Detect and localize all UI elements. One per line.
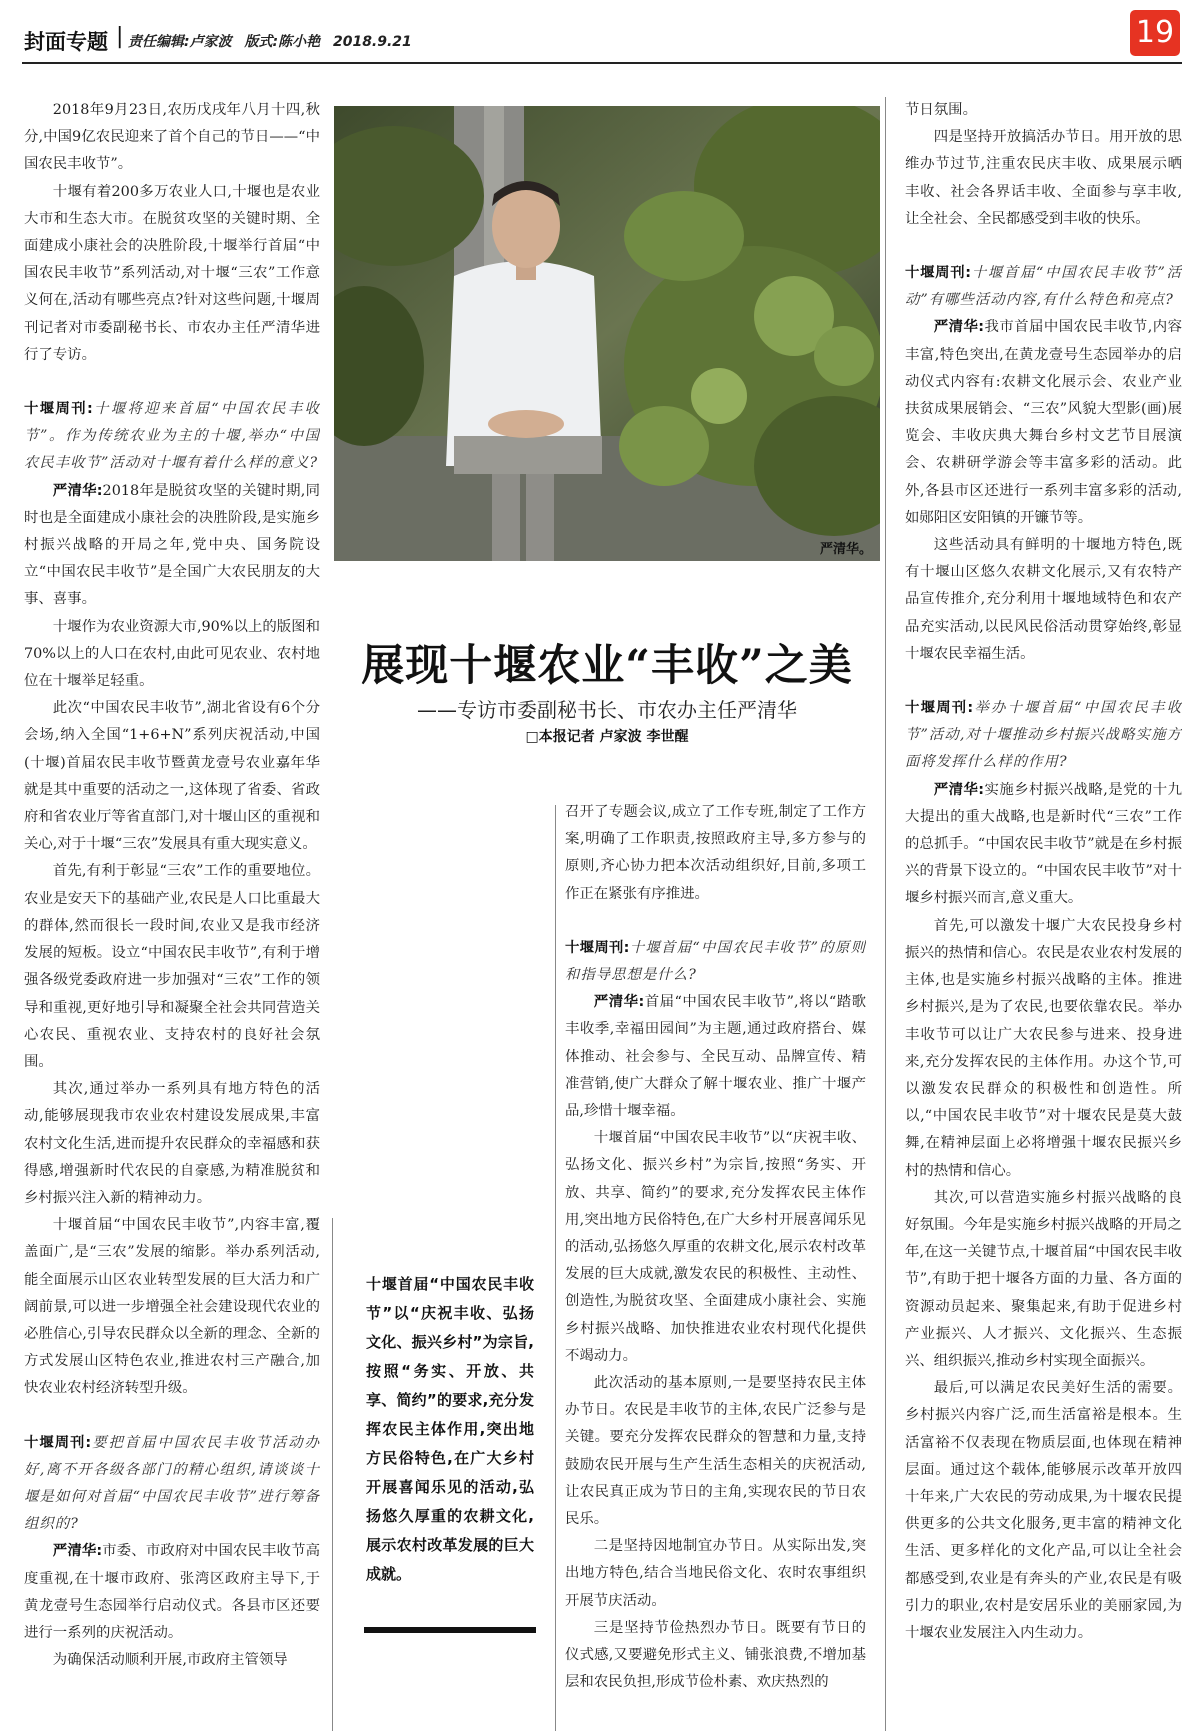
issue-date: 2018.9.21 (332, 34, 412, 50)
column-divider (555, 805, 556, 1731)
interview-answer (24, 478, 320, 614)
body-paragraph: 四是坚持开放搞活办节日。用开放的思维办节过节,注重农民庆丰收、成果展示晒丰收、社会各界话丰收、全面参与享丰收,让全社会、全民都感受到丰收的快乐。 (905, 129, 1182, 227)
interview-answer (24, 1538, 320, 1647)
header-rule (22, 62, 1182, 64)
interview-question (905, 695, 1182, 777)
question-text: 十堰首届“中国农民丰收节”的原则和指导思想是什么? (565, 939, 866, 984)
section-title: 封面专题 (24, 30, 108, 54)
article-column-3 (565, 799, 866, 1729)
photo-caption: 严清华。 (820, 542, 873, 557)
body-paragraph: 十堰作为农业资源大市,90%以上的版图和70%以上的人口在农村,由此可见农业、农村地位在十堰举足轻重。 (24, 618, 320, 690)
interview-question (24, 396, 320, 478)
body-paragraph: 十堰首届“中国农民丰收节”,内容丰富,覆盖面广,是“三农”发展的缩影。举办系列活动,能全面展示山区农业转型发展的巨大活力和广阔前景,可以进一步增强全社会建设现代农业的必胜信心,引导农民群众以全新的理念、全新的方式发展山区特色农业,推进农村三产融合,加快农业农村经济转型升级。 (24, 1217, 320, 1397)
pull-quote: 十堰首届“中国农民丰收节”以“庆祝丰收、弘扬文化、振兴乡村”为宗旨,按照“务实、开放、共享、简约”的要求,充分发挥农民主体作用,突出地方民俗特色,在广大乡村开展喜闻乐见的活动,弘扬悠久厚重的农耕文化,展示农村改革发展的巨大成就。 (366, 1275, 534, 1583)
answer-label: 严清华: (933, 781, 985, 798)
answer-text: 2018年是脱贫攻坚的关键时期,同时也是全面建成小康社会的决胜阶段,是实施乡村振兴战略的开局之年,党中央、国务院设立“中国农民丰收节”是全国广大农民朋友的大事、喜事。 (24, 482, 320, 608)
body-paragraph: 此次活动的基本原则,一是要坚持农民主体办节日。农民是丰收节的主体,农民广泛参与是关键。要充分发挥农民群众的智慧和力量,支持鼓励农民开展与生产生活生态相关的庆祝活动,让农民真正成为节日的主角,实现农民的节日农民乐。 (565, 1375, 866, 1528)
editor-credit: 责任编辑:卢家波 (128, 34, 232, 50)
interview-question (24, 1430, 320, 1539)
answer-text: 首届“中国农民丰收节”,将以“踏歌丰收季,幸福田园间”为主题,通过政府搭台、媒体推动、社会参与、全民互动、品牌宣传、精准营销,使广大群众了解十堰农业、推广十堰产品,珍惜十堰幸福。 (565, 994, 866, 1120)
answer-text: 市委、市政府对中国农民丰收节高度重视,在十堰市政府、张湾区政府主导下,于黄龙壹号生态园举行启动仪式。各县市区还要进行一系列的庆祝活动。 (24, 1543, 320, 1641)
question-text: 要把首届中国农民丰收节活动办好,离不开各级各部门的精心组织,请谈谈十堰是如何对首届“中国农民丰收节”进行筹备组织的? (24, 1434, 320, 1533)
page-number-badge: 19 (1130, 10, 1180, 56)
answer-label: 严清华: (52, 1543, 103, 1560)
question-label: 十堰周刊: (565, 939, 630, 956)
interview-question (905, 260, 1182, 314)
portrait-illustration (334, 106, 880, 561)
article-title: 展现十堰农业“丰收”之美 (361, 641, 853, 691)
body-paragraph: 节日氛围。 (905, 102, 977, 118)
question-text: 十堰首届“中国农民丰收节”活动”有哪些活动内容,有什么特色和亮点? (905, 265, 1182, 309)
body-paragraph: 召开了专题会议,成立了工作专班,制定了工作方案,明确了工作职责,按照政府主导,多方参与的原则,齐心协力把本次活动组织好,目前,多项工作正在紧张有序推进。 (565, 804, 866, 902)
article-byline: □本报记者 卢家波 李世醒 (525, 729, 689, 745)
body-paragraph: 十堰首届“中国农民丰收节”以“庆祝丰收、弘扬文化、振兴乡村”为宗旨,按照“务实、开放、共享、简约”的要求,充分发挥农民主体作用,突出地方民俗特色,在广大乡村开展喜闻乐见的活动,弘扬悠久厚重的农耕文化,展示农村改革发展的巨大成就,激发农民的积极性、主动性、创造性,为脱贫攻坚、全面建成小康社会、实施乡村振兴战略、加快推进农业农村现代化提供不竭动力。 (565, 1130, 866, 1364)
article-column-1 (24, 97, 320, 1729)
article-column-4 (905, 97, 1182, 1729)
body-paragraph: 此次“中国农民丰收节”,湖北省设有6个分会场,纳入全国“1+6+N”系列庆祝活动,中国(十堰)首届农民丰收节暨黄龙壹号农业嘉年华就是其中重要的活动之一,这体现了省委、省政府和省农业厅等省直部门,对十堰山区的重视和关心,对于十堰“三农”发展具有重大现实意义。 (24, 700, 320, 853)
question-label: 十堰周刊: (905, 265, 972, 282)
interview-answer (565, 989, 866, 1125)
header-meta (128, 31, 420, 51)
portrait-photo (334, 106, 880, 561)
body-paragraph: 其次,通过举办一系列具有地方特色的活动,能够展现我市农业农村建设发展成果,丰富农村文化生活,进而提升农民群众的幸福感和获得感,增强新时代农民的自豪感,为精准脱贫和乡村振兴注入新的精神动力。 (24, 1081, 320, 1206)
column-divider (885, 97, 886, 1731)
body-paragraph: 其次,可以营造实施乡村振兴战略的良好氛围。今年是实施乡村振兴战略的开局之年,在这一关键节点,十堰首届“中国农民丰收节”,有助于把十堰各方面的力量、各方面的资源动员起来、聚集起来,有助于促进乡村产业振兴、人才振兴、文化振兴、生态振兴、组织振兴,推动乡村实现全面振兴。 (905, 1189, 1182, 1369)
interview-question (565, 935, 866, 989)
layout-credit: 版式:陈小艳 (244, 34, 321, 50)
answer-text: 实施乡村振兴战略,是党的十九大提出的重大战略,也是新时代“三农”工作的总抓手。“中国农民丰收节”就是在乡村振兴的背景下设立的。“中国农民丰收节”对十堰乡村振兴而言,意义重大。 (905, 781, 1182, 907)
question-label: 十堰周刊: (905, 700, 974, 717)
column-divider (332, 1218, 333, 1731)
body-paragraph: 十堰有着200多万农业人口,十堰也是农业大市和生态大市。在脱贫攻坚的关键时期、全面建成小康社会的决胜阶段,十堰举行首届“中国农民丰收节”系列活动,对十堰“三农”工作意义何在,活动有哪些亮点?针对这些问题,十堰周刊记者对市委副秘书长、市农办主任严清华进行了专访。 (24, 183, 320, 363)
question-text: 举办十堰首届“中国农民丰收节”活动,对十堰推动乡村振兴战略实施方面将发挥什么样的作用? (905, 700, 1182, 771)
pull-quote-rule (364, 1627, 536, 1633)
answer-label: 严清华: (593, 994, 645, 1011)
question-text: 十堰将迎来首届“中国农民丰收节”。作为传统农业为主的十堰,举办“中国农民丰收节”活动对十堰有着什么样的意义? (24, 401, 320, 472)
interview-answer (905, 314, 1182, 532)
answer-label: 严清华: (52, 482, 103, 499)
interview-answer (905, 777, 1182, 913)
body-paragraph: 首先,有利于彰显“三农”工作的重要地位。农业是安天下的基础产业,农民是人口比重最大的群体,然而很长一段时间,农业又是我市经济发展的短板。设立“中国农民丰收节”,有利于增强各级党委政府进一步加强对“三农”工作的领导和重视,更好地引导和凝聚全社会共同营造关心农民、重视农业、支持农村的良好社会氛围。 (24, 863, 320, 1070)
answer-text: 我市首届中国农民丰收节,内容丰富,特色突出,在黄龙壹号生态园举办的启动仪式内容有:农耕文化展示会、农业产业扶贫成果展销会、“三农”风貌大型影(画)展览会、丰收庆典大舞台乡村文艺节目展演会、农耕研学游会等丰富多彩的活动。此外,各县市区还进行一系列丰富多彩的活动,如郧阳区安阳镇的开镰节等。 (905, 319, 1182, 526)
question-label: 十堰周刊: (24, 401, 93, 418)
body-paragraph: 为确保活动顺利开展,市政府主管领导 (52, 1652, 288, 1669)
body-paragraph: 2018年9月23日,农历戊戌年八月十四,秋分,中国9亿农民迎来了首个自己的节日——“中国农民丰收节”。 (24, 102, 320, 173)
body-paragraph: 最后,可以满足农民美好生活的需要。乡村振兴内容广泛,而生活富裕是根本。生活富裕不仅表现在物质层面,也体现在精神层面。通过这个载体,能够展示改革开放四十年来,广大农民的劳动成果,为十堰农民提供更多的公共文化服务,更丰富的精神文化生活、更多样化的文化产品,可以让全社会都感受到,农业是有奔头的产业,农民是有吸引力的职业,农村是安居乐业的美丽家园,为十堰农业发展注入内生动力。 (905, 1380, 1182, 1641)
body-paragraph: 首先,可以激发十堰广大农民投身乡村振兴的热情和信心。农民是农业农村发展的主体,也是实施乡村振兴战略的主体。推进乡村振兴,是为了农民,也要依靠农民。举办丰收节可以让广大农民参与进来、投身进来,充分发挥农民的主体作用。办这个节,可以激发农民群众的积极性和创造性。所以,“中国农民丰收节”对十堰农民是莫大鼓舞,在精神层面上必将增强十堰农民振兴乡村的热情和信心。 (905, 917, 1182, 1179)
body-paragraph: 这些活动具有鲜明的十堰地方特色,既有十堰山区悠久农耕文化展示,又有农特产品宣传推介,充分利用十堰地域特色和农产品充实活动,以民风民俗活动贯穿始终,彰显十堰农民幸福生活。 (905, 537, 1182, 662)
body-paragraph: 二是坚持因地制宜办节日。从实际出发,突出地方特色,结合当地民俗文化、农时农事组织开展节庆活动。 (565, 1538, 866, 1609)
answer-label: 严清华: (933, 319, 985, 336)
body-paragraph: 三是坚持节俭热烈办节日。既要有节日的仪式感,又要避免形式主义、铺张浪费,不增加基层和农民负担,形成节俭朴素、欢庆热烈的 (565, 1619, 866, 1691)
article-subtitle: ——专访市委副秘书长、市农办主任严清华 (417, 698, 797, 722)
header-separator: | (116, 24, 124, 49)
question-label: 十堰周刊: (24, 1434, 92, 1451)
